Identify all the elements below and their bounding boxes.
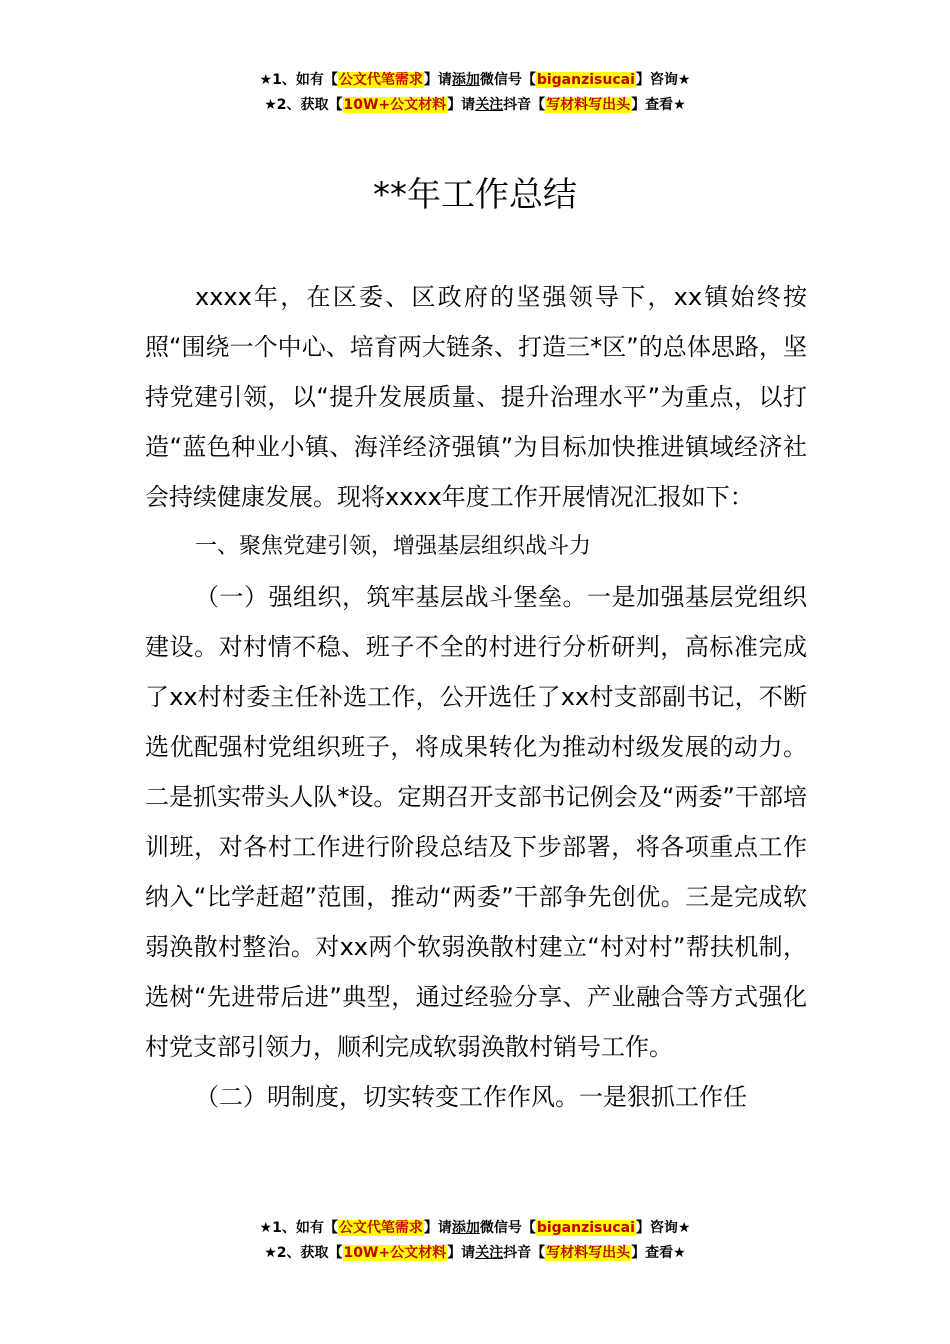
intro-paragraph: xxxx年，在区委、区政府的坚强领导下，xx镇始终按照“围绕一个中心、培育两大链条、打造三*区”的总体思路，坚持党建引领，以“提升发展质量、提升治理水平”为重点，以打造“蓝色种业小镇、海洋经济强镇”为目标加快推进镇域经济社会持续健康发展。现将xxxx年度工作开展情况汇报如下： [145, 283, 807, 511]
highlight-douyin-account: 写材料写出头 [546, 1245, 631, 1261]
section-heading: 一、聚焦党建引领，增强基层组织战斗力 [195, 534, 592, 559]
highlight-materials: 10W+公文材料 [343, 1245, 447, 1261]
highlight-wechat-id: biganzisucai [536, 1220, 635, 1236]
highlight-wechat-id: biganzisucai [536, 72, 635, 88]
body-paragraph: （二）明制度，切实转变工作作风。一是狠抓工作任 [195, 1083, 747, 1111]
banner-line-1: ★1、如有【公文代笔需求】请添加微信号【biganzisucai】咨询★ [259, 1220, 691, 1236]
top-banner [0, 68, 950, 118]
highlight-service: 公文代笔需求 [338, 1220, 423, 1236]
body-paragraph: （一）强组织，筑牢基层战斗堡垒。一是加强基层党组织建设。对村情不稳、班子不全的村进行分析研判，高标准完成了xx村村委主任补选工作，公开选任了xx村支部副书记，不断选优配强村党组织班子，将成果转化为推动村级发展的动力。二是抓实带头人队*设。定期召开支部书记例会及“两委”干部培训班，对各村工作进行阶段总结及下步部署，将各项重点工作纳入“比学赶超”范围，推动“两委”干部争先创优。三是完成软弱涣散村整治。对xx两个软弱涣散村建立“村对村”帮扶机制，选树“先进带后进”典型，通过经验分享、产业融合等方式强化村党支部引领力，顺利完成软弱涣散村销号工作。 [145, 583, 807, 1061]
banner-line-2: ★2、获取【10W+公文材料】请关注抖音【写材料写出头】查看★ [264, 1245, 686, 1261]
document-title: **年工作总结 [373, 175, 577, 215]
document-body [145, 272, 807, 1122]
banner-line-2: ★2、获取【10W+公文材料】请关注抖音【写材料写出头】查看★ [264, 97, 686, 113]
highlight-service: 公文代笔需求 [338, 72, 423, 88]
bottom-banner [0, 1216, 950, 1266]
highlight-materials: 10W+公文材料 [343, 97, 447, 113]
banner-line-1: ★1、如有【公文代笔需求】请添加微信号【biganzisucai】咨询★ [259, 72, 691, 88]
highlight-douyin-account: 写材料写出头 [546, 97, 631, 113]
